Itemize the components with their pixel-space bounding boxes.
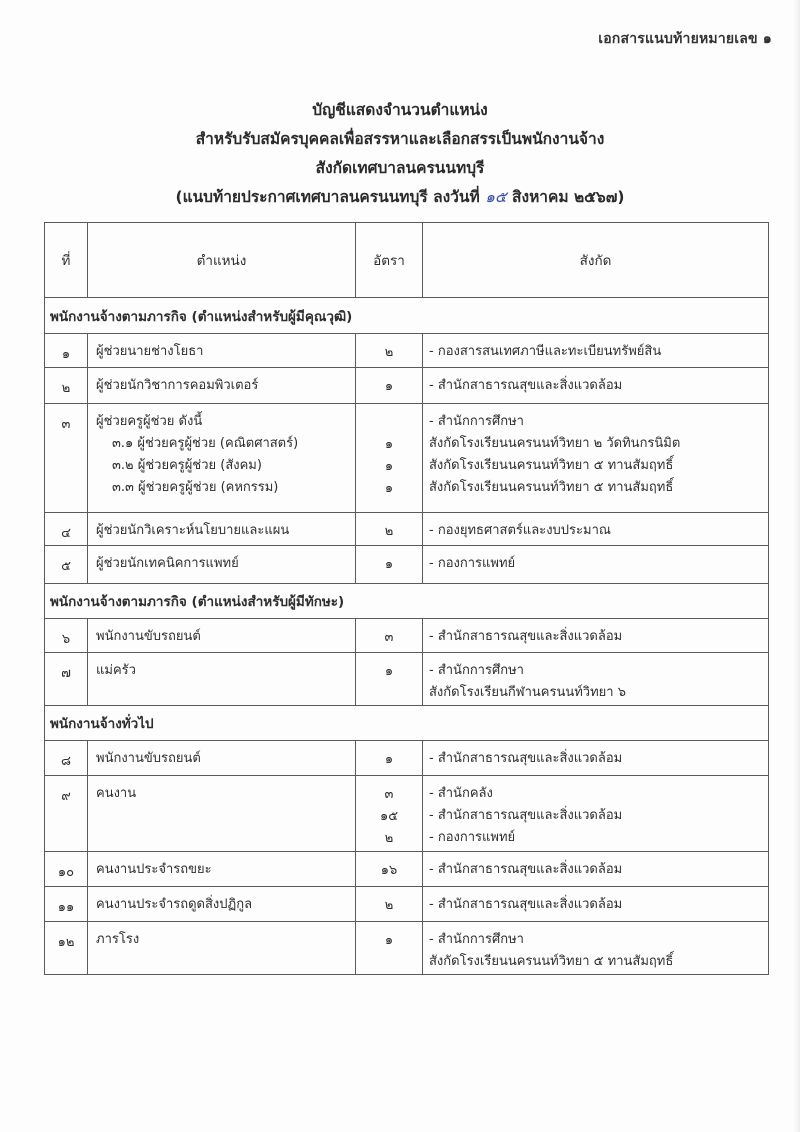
- cell-rate: [356, 852, 423, 887]
- position-name: ผู้ช่วยนักวิเคราะห์นโยบายและแผน: [96, 523, 290, 538]
- unit-line: - สำนักการศึกษา: [429, 932, 524, 947]
- title-line-2: สำหรับรับสมัครบุคคลเพื่อสรรหาและเลือกสรรเป็นพนักงานจ้าง: [195, 130, 605, 148]
- table-row: [45, 619, 769, 653]
- cell-rate: [356, 619, 423, 653]
- cell-no: ๓: [45, 404, 88, 513]
- position-name: ผู้ช่วยนายช่างโยธา: [96, 344, 204, 359]
- cell-rate: [356, 922, 423, 975]
- unit-line: - กองการแพทย์: [429, 556, 516, 571]
- position-name: ผู้ช่วยครูผู้ช่วย ดังนี้: [96, 414, 203, 429]
- cell-position: [88, 653, 356, 706]
- cell-rate: [356, 546, 423, 584]
- title-subtitle: [0, 183, 800, 212]
- table-body: [45, 298, 769, 975]
- position-name: ผู้ช่วยนักวิชาการคอมพิวเตอร์: [96, 378, 259, 393]
- section-header-row: [45, 706, 769, 741]
- cell-position: [88, 741, 356, 776]
- cell-position: [88, 546, 356, 584]
- position-name: คนงานประจำรถขยะ: [96, 862, 212, 877]
- unit-line: - สำนักการศึกษา: [429, 663, 524, 678]
- cell-no: ๗: [45, 653, 88, 706]
- rate-value: ๑: [384, 437, 394, 452]
- position-subitem: ๓.๓ ผู้ช่วยครูผู้ช่วย (คหกรรม): [112, 480, 279, 495]
- cell-position: [88, 922, 356, 975]
- cell-no: ๙: [45, 776, 88, 852]
- cell-rate: [356, 513, 423, 546]
- cell-unit: [423, 887, 769, 922]
- position-subitem: ๓.๒ ผู้ช่วยครูผู้ช่วย (สังคม): [112, 458, 262, 473]
- rate-value: ๑: [384, 752, 394, 767]
- cell-unit: [423, 368, 769, 404]
- rate-value: ๑: [384, 459, 394, 474]
- rate-value: ๑: [384, 379, 394, 394]
- table-header-row: [45, 223, 769, 298]
- rate-value: ๑๕: [379, 809, 399, 824]
- unit-line: - สำนักการศึกษา: [429, 414, 524, 429]
- position-name: พนักงานขับรถยนต์: [96, 751, 201, 766]
- position-name: คนงานประจำรถดูดสิ่งปฏิกูล: [96, 897, 253, 912]
- cell-unit: [423, 852, 769, 887]
- header-unit: สังกัด: [423, 223, 769, 298]
- document-title-block: [0, 96, 800, 212]
- rate-value: [356, 413, 422, 435]
- table-row: [45, 513, 769, 546]
- rate-value: ๓: [384, 787, 394, 802]
- position-name: คนงาน: [96, 786, 137, 801]
- table-row: [45, 741, 769, 776]
- section-title: พนักงานจ้างตามภารกิจ (ตำแหน่งสำหรับผู้มีทักษะ): [45, 584, 769, 619]
- table-row: [45, 922, 769, 975]
- unit-line: - สำนักสาธารณสุขและสิ่งแวดล้อม: [429, 751, 623, 766]
- cell-position: [88, 404, 356, 513]
- unit-line: - กองการแพทย์: [429, 830, 516, 845]
- cell-unit: [423, 513, 769, 546]
- table-row: [45, 368, 769, 404]
- unit-line: - สำนักสาธารณสุขและสิ่งแวดล้อม: [429, 862, 623, 877]
- cell-unit: [423, 404, 769, 513]
- cell-unit: [423, 741, 769, 776]
- unit-line: สังกัดโรงเรียนนครนนท์วิทยา ๒ วัดทินกรนิมิต: [429, 436, 681, 451]
- table-row: [45, 404, 769, 513]
- title-line-3: สังกัดเทศบาลนครนนทบุรี: [315, 159, 485, 177]
- table-row: [45, 852, 769, 887]
- table-row: [45, 334, 769, 368]
- rate-value: ๑: [384, 557, 394, 572]
- position-name: ผู้ช่วยนักเทคนิคการแพทย์: [96, 556, 239, 571]
- cell-position: [88, 368, 356, 404]
- cell-unit: [423, 546, 769, 584]
- unit-line: - สำนักสาธารณสุขและสิ่งแวดล้อม: [429, 629, 623, 644]
- subtitle-suffix: สิงหาคม ๒๕๖๗): [506, 188, 625, 206]
- rate-value: ๒: [384, 524, 394, 539]
- cell-rate: [356, 741, 423, 776]
- table-row: [45, 546, 769, 584]
- cell-no: ๑๐: [45, 852, 88, 887]
- cell-no: ๑: [45, 334, 88, 368]
- cell-no: ๕: [45, 546, 88, 584]
- cell-position: [88, 776, 356, 852]
- cell-no: ๑๒: [45, 922, 88, 975]
- title-line-1: บัญชีแสดงจำนวนตำแหน่ง: [312, 101, 488, 119]
- unit-line: สังกัดโรงเรียนนครนนท์วิทยา ๕ ทานสัมฤทธิ์: [429, 480, 674, 495]
- subtitle-prefix: (แนบท้ายประกาศเทศบาลนครนนทบุรี ลงวันที่: [175, 188, 486, 206]
- unit-line: - กองสารสนเทศภาษีและทะเบียนทรัพย์สิน: [429, 344, 662, 359]
- cell-rate: [356, 368, 423, 404]
- unit-line: สังกัดโรงเรียนกีฬานครนนท์วิทยา ๖: [429, 685, 626, 700]
- unit-line: - กองยุทธศาสตร์และงบประมาณ: [429, 523, 611, 538]
- cell-unit: [423, 653, 769, 706]
- rate-value: ๑: [384, 664, 394, 679]
- cell-position: [88, 334, 356, 368]
- positions-table: [44, 222, 769, 975]
- rate-value: ๒: [384, 898, 394, 913]
- cell-unit: [423, 334, 769, 368]
- table-row: [45, 776, 769, 852]
- attachment-number-label: เอกสารแนบท้ายหมายเลข ๑: [598, 31, 772, 47]
- unit-line: - สำนักสาธารณสุขและสิ่งแวดล้อม: [429, 378, 623, 393]
- cell-rate: [356, 334, 423, 368]
- cell-rate: [356, 404, 423, 513]
- position-subitem: ๓.๑ ผู้ช่วยครูผู้ช่วย (คณิตศาสตร์): [112, 436, 299, 451]
- rate-value: ๑: [384, 933, 394, 948]
- section-title: พนักงานจ้างตามภารกิจ (ตำแหน่งสำหรับผู้มีคุณวุฒิ): [45, 298, 769, 334]
- unit-line: สังกัดโรงเรียนนครนนท์วิทยา ๕ ทานสัมฤทธิ์: [429, 458, 674, 473]
- unit-line: - สำนักสาธารณสุขและสิ่งแวดล้อม: [429, 808, 623, 823]
- cell-rate: [356, 776, 423, 852]
- header-position: ตำแหน่ง: [88, 223, 356, 298]
- rate-value: ๒: [384, 345, 394, 360]
- cell-no: ๔: [45, 513, 88, 546]
- position-name: ภารโรง: [96, 932, 140, 947]
- cell-rate: [356, 653, 423, 706]
- cell-unit: [423, 776, 769, 852]
- cell-rate: [356, 887, 423, 922]
- section-header-row: [45, 298, 769, 334]
- position-name: พนักงานขับรถยนต์: [96, 629, 201, 644]
- table-row: [45, 653, 769, 706]
- cell-no: ๘: [45, 741, 88, 776]
- cell-no: ๖: [45, 619, 88, 653]
- cell-no: ๒: [45, 368, 88, 404]
- header-no: ที่: [45, 223, 88, 298]
- cell-position: [88, 887, 356, 922]
- cell-position: [88, 852, 356, 887]
- rate-value: ๓: [384, 630, 394, 645]
- table-row: [45, 887, 769, 922]
- cell-unit: [423, 619, 769, 653]
- position-name: แม่ครัว: [96, 663, 136, 678]
- header-rate: อัตรา: [356, 223, 423, 298]
- section-header-row: [45, 584, 769, 619]
- rate-value: ๑: [384, 481, 394, 496]
- cell-unit: [423, 922, 769, 975]
- section-title: พนักงานจ้างทั่วไป: [45, 706, 769, 741]
- handwritten-day: ๑๕: [485, 188, 507, 206]
- cell-no: ๑๑: [45, 887, 88, 922]
- unit-line: - สำนักสาธารณสุขและสิ่งแวดล้อม: [429, 897, 623, 912]
- cell-position: [88, 513, 356, 546]
- cell-position: [88, 619, 356, 653]
- unit-line: - สำนักคลัง: [429, 786, 493, 801]
- unit-line: สังกัดโรงเรียนนครนนท์วิทยา ๕ ทานสัมฤทธิ์: [429, 954, 674, 969]
- rate-value: ๑๖: [380, 863, 398, 878]
- rate-value: ๒: [384, 831, 394, 846]
